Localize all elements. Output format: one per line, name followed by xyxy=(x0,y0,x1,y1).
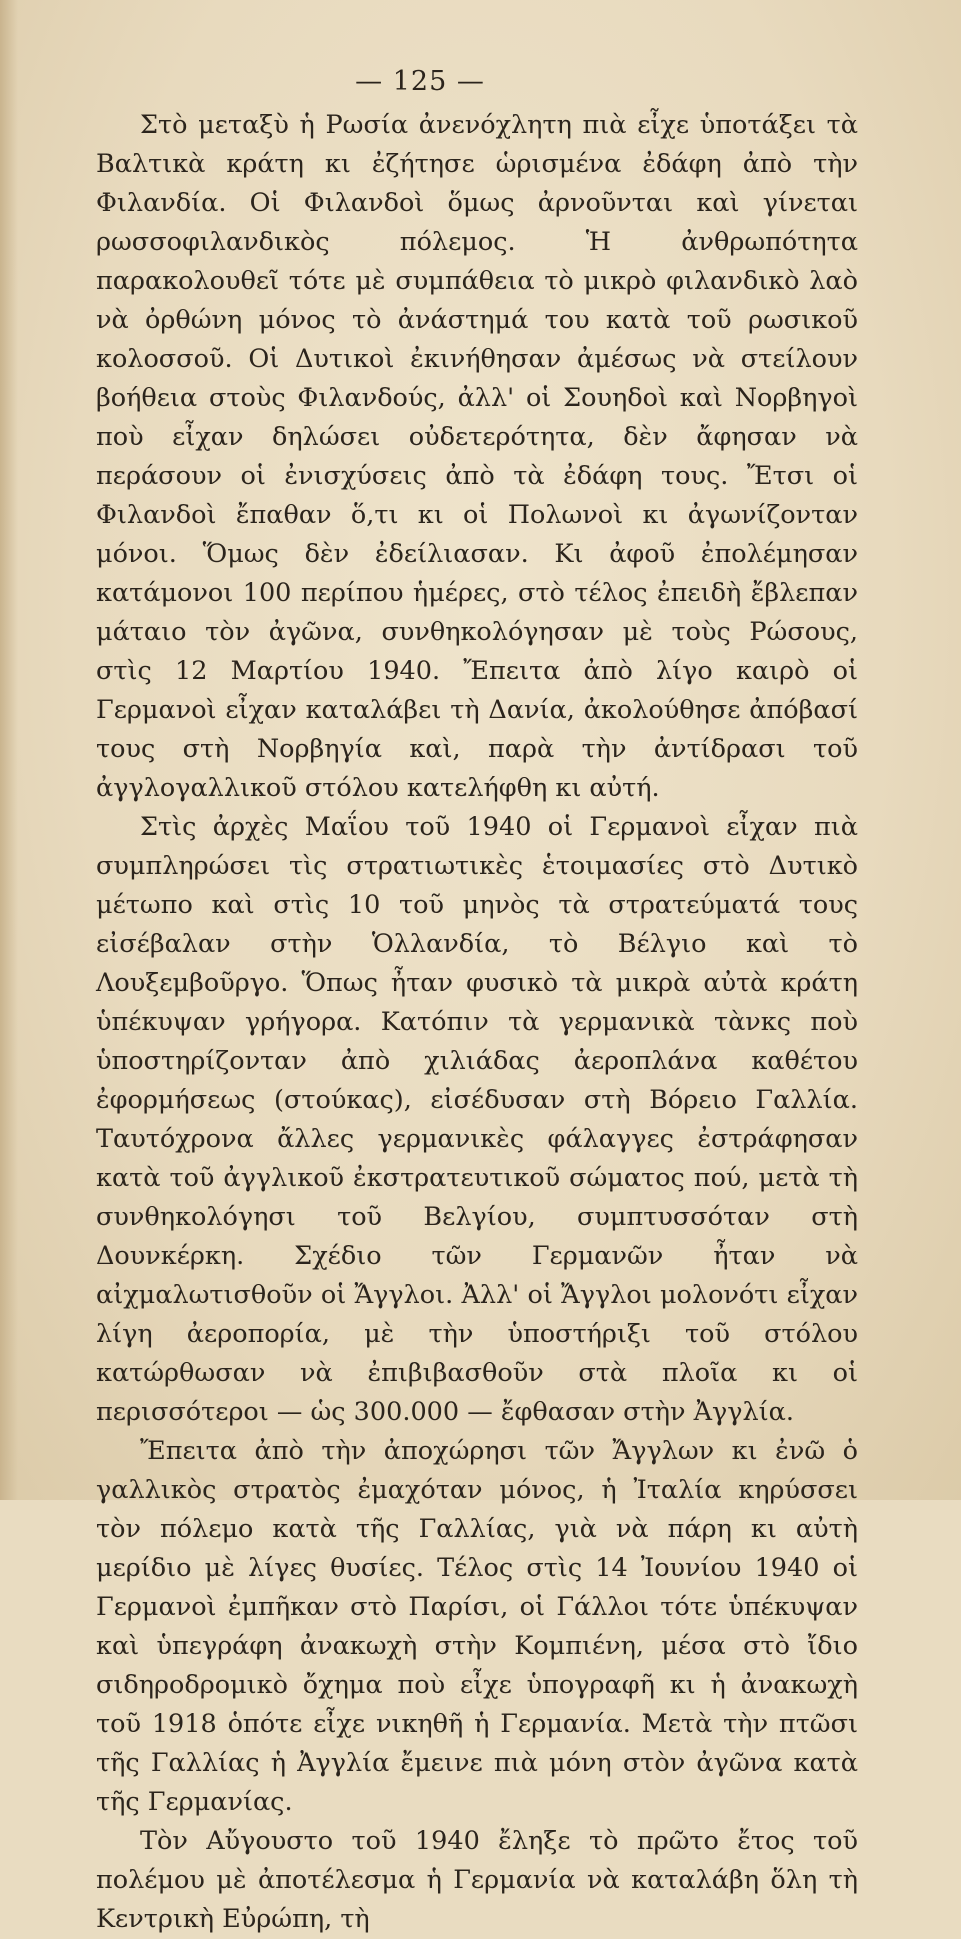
paragraph-4: Τὸν Αὔγουστο τοῦ 1940 ἔληξε τὸ πρῶτο ἔτος τοῦ πολέμου μὲ ἀποτέλεσμα ἡ Γερμανία νὰ καταλάβη ὅλη τὴ Κεντρικὴ Εὐρώπη, τὴ xyxy=(96,1826,858,1934)
paragraph-2: Στὶς ἀρχὲς Μαΐου τοῦ 1940 οἱ Γερμανοὶ εἶχαν πιὰ συμπληρώσει τὶς στρατιωτικὲς ἑτοιμασίες στὸ Δυτικὸ μέτωπο καὶ στὶς 10 τοῦ μηνὸς τὰ στρατεύματά τους εἰσέβαλαν στὴν Ὁλλανδία, τὸ Βέλγιο καὶ τὸ Λουξεμβοῦργο. Ὅπως ἦταν φυσικὸ τὰ μικρὰ αὐτὰ κράτη ὑπέκυψαν γρήγορα. Κατόπιν τὰ γερμανικὰ τὰνκς ποὺ ὑποστηρίζονταν ἀπὸ χιλιάδας ἀεροπλάνα καθέτου ἐφορμήσεως (στούκας), εἰσέδυσαν στὴ Βόρειο Γαλλία. Ταυτόχρονα ἄλλες γερμανικὲς φάλαγγες ἐστράφησαν κατὰ τοῦ ἀγγλικοῦ ἐκστρατευτικοῦ σώματος πού, μετὰ τὴ συνθηκολόγησι τοῦ Βελγίου, συμπτυσσόταν στὴ Δουνκέρκη. Σχέδιο τῶν Γερμανῶν ἦταν νὰ αἰχμαλωτισθοῦν οἱ Ἄγγλοι. Ἀλλ' οἱ Ἄγγλοι μολονότι εἶχαν λίγη ἀεροπορία, μὲ τὴν ὑποστήριξι τοῦ στόλου κατώρθωσαν νὰ ἐπιβιβασθοῦν στὰ πλοῖα κι οἱ περισσότεροι — ὡς 300.000 — ἔφθασαν στὴν Ἀγγλία. xyxy=(96,812,858,1427)
page-number: — 125 — xyxy=(355,66,485,97)
body-text xyxy=(96,106,858,1939)
binding-shadow xyxy=(0,0,18,1500)
paragraph-1: Στὸ μεταξὺ ἡ Ρωσία ἀνενόχλητη πιὰ εἶχε ὑποτάξει τὰ Βαλτικὰ κράτη κι ἐζήτησε ὡρισμένα ἐδάφη ἀπὸ τὴν Φιλανδία. Οἱ Φιλανδοὶ ὅμως ἀρνοῦνται καὶ γίνεται ρωσσοφιλανδικὸς πόλεμος. Ἡ ἀνθρωπότητα παρακολουθεῖ τότε μὲ συμπάθεια τὸ μικρὸ φιλανδικὸ λαὸ νὰ ὀρθώνη μόνος τὸ ἀνάστημά του κατὰ τοῦ ρωσικοῦ κολοσσοῦ. Οἱ Δυτικοὶ ἐκινήθησαν ἀμέσως νὰ στείλουν βοήθεια στοὺς Φιλανδούς, ἀλλ' οἱ Σουηδοὶ καὶ Νορβηγοὶ ποὺ εἶχαν δηλώσει οὐδετερότητα, δὲν ἄφησαν νὰ περάσουν οἱ ἐνισχύσεις ἀπὸ τὰ ἐδάφη τους. Ἔτσι οἱ Φιλανδοὶ ἔπαθαν ὅ,τι κι οἱ Πολωνοὶ κι ἀγωνίζονταν μόνοι. Ὅμως δὲν ἐδείλιασαν. Κι ἀφοῦ ἐπολέμησαν κατάμονοι 100 περίπου ἡμέρες, στὸ τέλος ἐπειδὴ ἔβλεπαν μάταιο τὸν ἀγῶνα, συνθηκολόγησαν μὲ τοὺς Ρώσους, στὶς 12 Μαρτίου 1940. Ἔπειτα ἀπὸ λίγο καιρὸ οἱ Γερμανοὶ εἶχαν καταλάβει τὴ Δανία, ἀκολούθησε ἀπόβασί τους στὴ Νορβηγία καὶ, παρὰ τὴν ἀντίδρασι τοῦ ἀγγλογαλλικοῦ στόλου κατελήφθη κι αὐτή. xyxy=(96,110,858,803)
paragraph-3: Ἔπειτα ἀπὸ τὴν ἀποχώρησι τῶν Ἄγγλων κι ἐνῶ ὁ γαλλικὸς στρατὸς ἐμαχόταν μόνος, ἡ Ἰταλία κηρύσσει τὸν πόλεμο κατὰ τῆς Γαλλίας, γιὰ νὰ πάρη κι αὐτὴ μερίδιο μὲ λίγες θυσίες. Τέλος στὶς 14 Ἰουνίου 1940 οἱ Γερμανοὶ ἐμπῆκαν στὸ Παρίσι, οἱ Γάλλοι τότε ὑπέκυψαν καὶ ὑπεγράφη ἀνακωχὴ στὴν Κομπιένη, μέσα στὸ ἴδιο σιδηροδρομικὸ ὄχημα ποὺ εἶχε ὑπογραφῆ κι ἡ ἀνακωχὴ τοῦ 1918 ὁπότε εἶχε νικηθῆ ἡ Γερμανία. Μετὰ τὴν πτῶσι τῆς Γαλλίας ἡ Ἀγγλία ἔμεινε πιὰ μόνη στὸν ἀγῶνα κατὰ τῆς Γερμανίας. xyxy=(96,1436,858,1817)
